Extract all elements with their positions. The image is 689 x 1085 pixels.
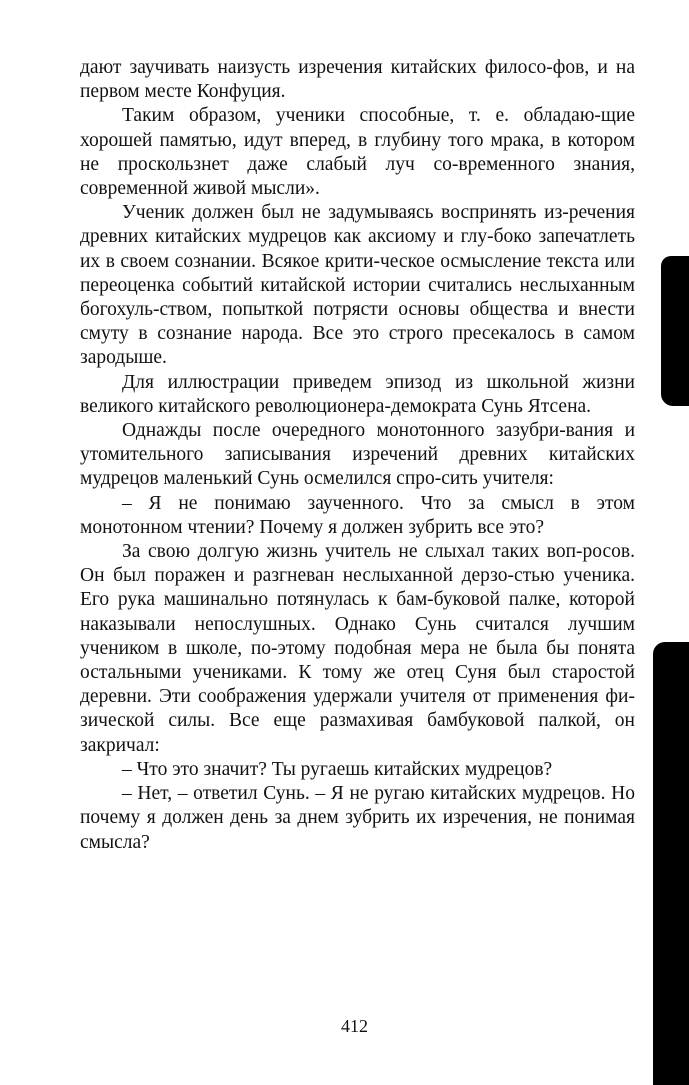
page-text — [80, 56, 635, 855]
paragraph-2: Таким образом, ученики способные, т. е. обладаю-щие хорошей памятью, идут вперед, в глубину того мрака, в котором не проскользнет даже слабый луч со-временного знания, современной живой мысли». — [80, 105, 635, 200]
paragraph-7: За свою долгую жизнь учитель не слыхал таких воп-росов. Он был поражен и разгневан неслыханной дерзо-стью ученика. Его рука машинально потянулась к бам-буковой палке, которой наказывали непослушных. Однако Сунь считался лучшим учеником в школе, по-этому подобная мера не была бы понята остальными учениками. К тому же отец Суня был старостой деревни. Эти соображения удержали учителя от применения фи-зической силы. Все еще размахивая бамбуковой палкой, он закричал: — [80, 541, 635, 756]
paragraph-6: – Я не понимаю заученного. Что за смысл в этом монотонном чтении? Почему я должен зубрить все это? — [80, 492, 635, 538]
paragraph-1: дают заучивать наизусть изречения китайских филосо-фов, и на первом месте Конфуция. — [80, 57, 635, 103]
paragraph-4: Для иллюстрации приведем эпизод из школьной жизни великого китайского революционера-демократа Сунь Ятсена. — [80, 371, 635, 417]
scan-edge-shadow-upper — [661, 256, 689, 406]
scan-edge-shadow-lower — [653, 642, 689, 1085]
page-number: 412 — [341, 1016, 368, 1036]
paragraph-8: – Что это значит? Ты ругаешь китайских мудрецов? — [122, 758, 553, 780]
paragraph-3: Ученик должен был не задумываясь воспринять из-речения древних китайских мудрецов как аксиому и глу-боко запечатлеть их в своем сознании. Всякое крити-ческое осмысление текста или переоценка событий китайской истории считались неслыханным богохуль-ством, попыткой потрясти основы общества и внести смуту в сознание народа. Все это строго пресекалось в самом зародыше. — [80, 202, 635, 369]
paragraph-9: – Нет, – ответил Сунь. – Я не ругаю китайских мудрецов. Но почему я должен день за днем зубрить их изречения, не понимая смысла? — [80, 783, 635, 853]
paragraph-5: Однажды после очередного монотонного зазубри-вания и утомительного записывания изречений древних китайских мудрецов маленький Сунь осмелился спро-сить учителя: — [80, 420, 635, 490]
